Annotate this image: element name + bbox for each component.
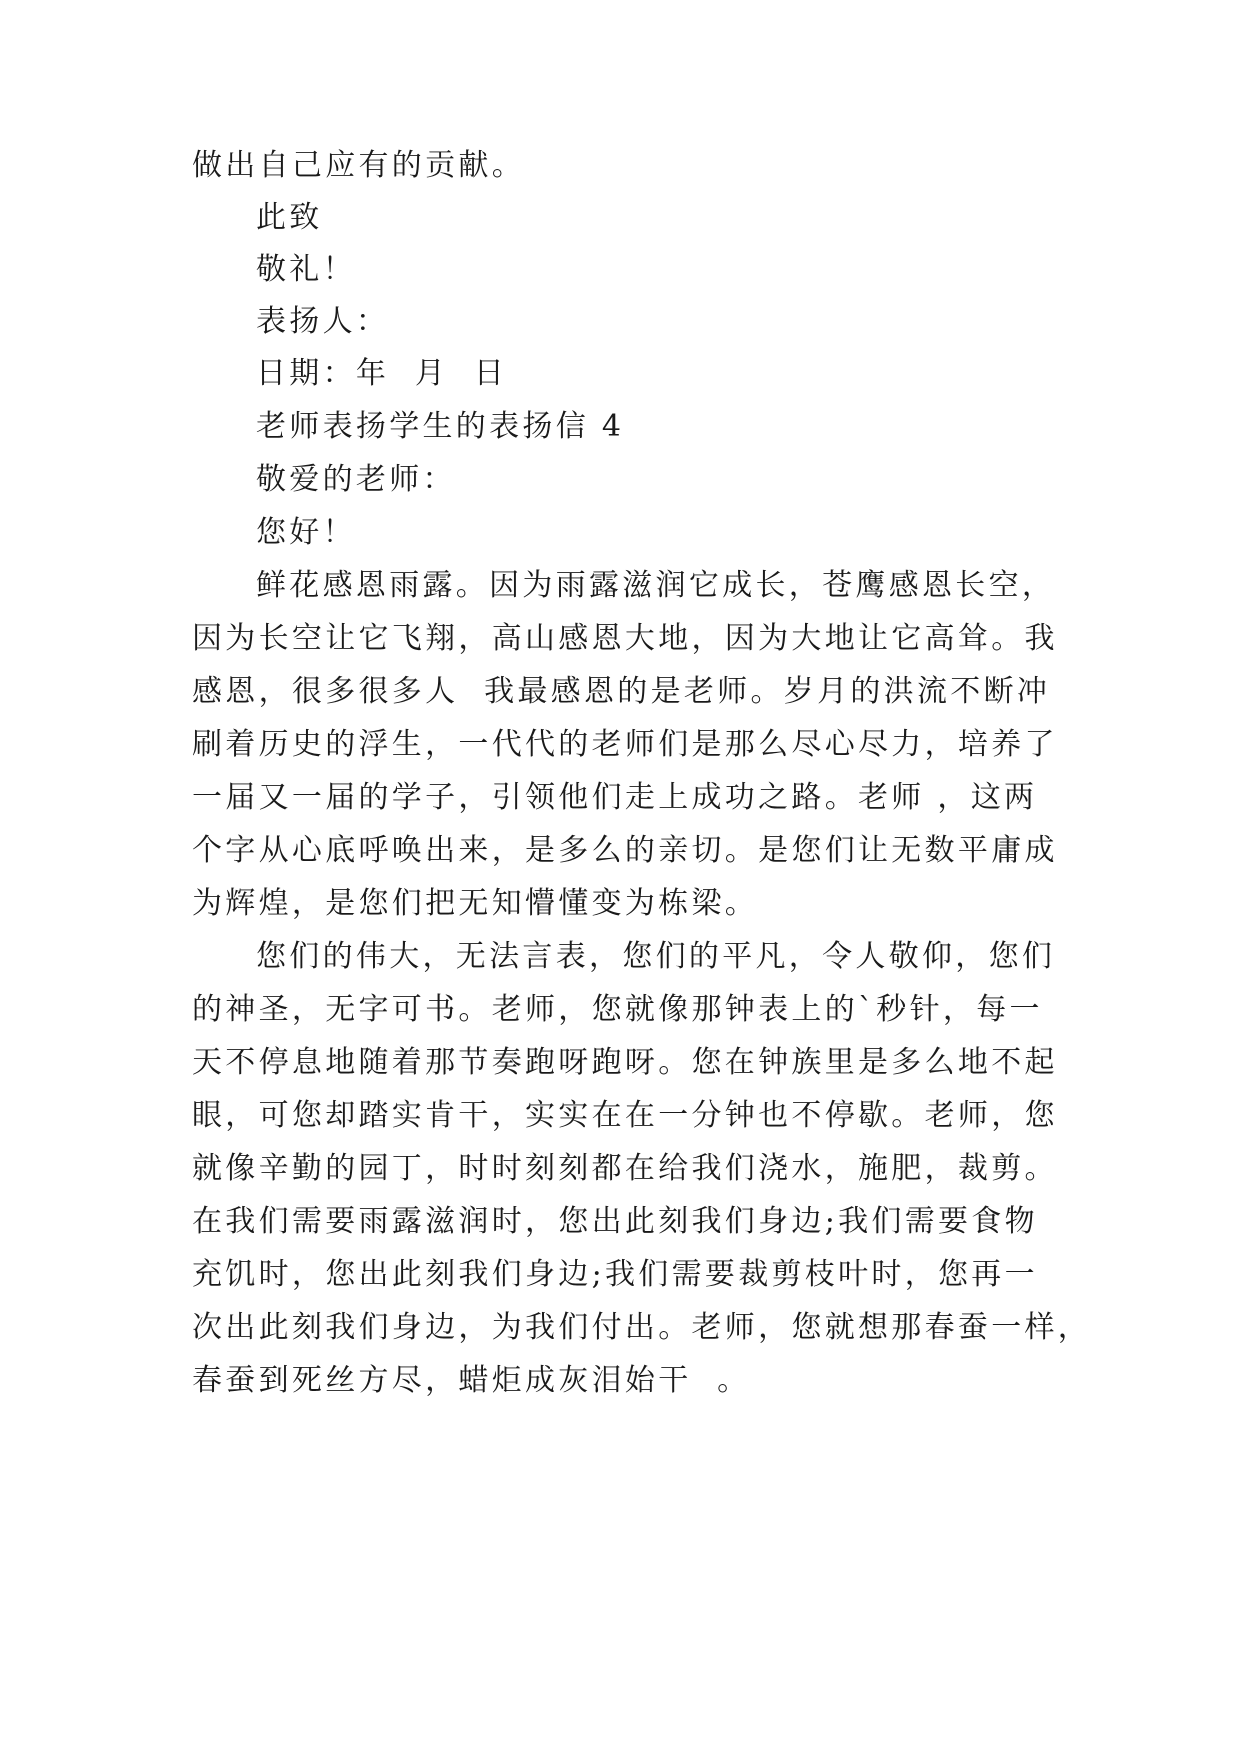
paragraph-line: 天不停息地随着那节奏跑呀跑呀。您在钟族里是多么地不起	[192, 1045, 1058, 1080]
continuation-text: 做出自己应有的贡献。	[192, 148, 525, 183]
paragraph-line: 您们的伟大，无法言表，您们的平凡，令人敬仰，您们	[256, 939, 1056, 974]
paragraph-line: 感恩，很多很多人 我最感恩的是老师。岁月的洪流不断冲	[192, 674, 1051, 709]
paragraph-line: 的神圣，无字可书。老师，您就像那钟表上的`秒针，每一	[192, 992, 1043, 1027]
letter-title: 老师表扬学生的表扬信 4	[256, 409, 625, 444]
commender-label: 表扬人：	[256, 304, 390, 339]
paragraph-line: 次出此刻我们身边，为我们付出。老师，您就想那春蚕一样，	[192, 1310, 1092, 1345]
paragraph-line: 为辉煌，是您们把无知懵懂变为栋梁。	[192, 886, 759, 921]
letter-greeting: 敬爱的老师：	[256, 462, 456, 497]
paragraph-line: 一届又一届的学子，引领他们走上成功之路。老师 ，这两	[192, 780, 1038, 815]
paragraph-line: 刷着历史的浮生，一代代的老师们是那么尽心尽力，培养了	[192, 727, 1058, 762]
closing-regards: 敬礼！	[256, 252, 356, 287]
letter-hello: 您好！	[256, 515, 356, 550]
paragraph-line: 眼，可您却踏实肯干，实实在在一分钟也不停歇。老师，您	[192, 1098, 1058, 1133]
date-label: 日期：年 月 日	[256, 356, 508, 391]
paragraph-line: 鲜花感恩雨露。因为雨露滋润它成长，苍鹰感恩长空，	[256, 568, 1056, 603]
paragraph-line: 充饥时，您出此刻我们身边;我们需要裁剪枝叶时，您再一	[192, 1257, 1038, 1292]
closing-salutation: 此致	[256, 200, 323, 235]
paragraph-line: 个字从心底呼唤出来，是多么的亲切。是您们让无数平庸成	[192, 833, 1058, 868]
paragraph-line: 因为长空让它飞翔，高山感恩大地，因为大地让它高耸。我	[192, 621, 1058, 656]
paragraph-line: 春蚕到死丝方尽，蜡炬成灰泪始干 。	[192, 1363, 751, 1398]
paragraph-line: 在我们需要雨露滋润时，您出此刻我们身边;我们需要食物	[192, 1204, 1038, 1239]
paragraph-line: 就像辛勤的园丁，时时刻刻都在给我们浇水，施肥，裁剪。	[192, 1151, 1058, 1186]
